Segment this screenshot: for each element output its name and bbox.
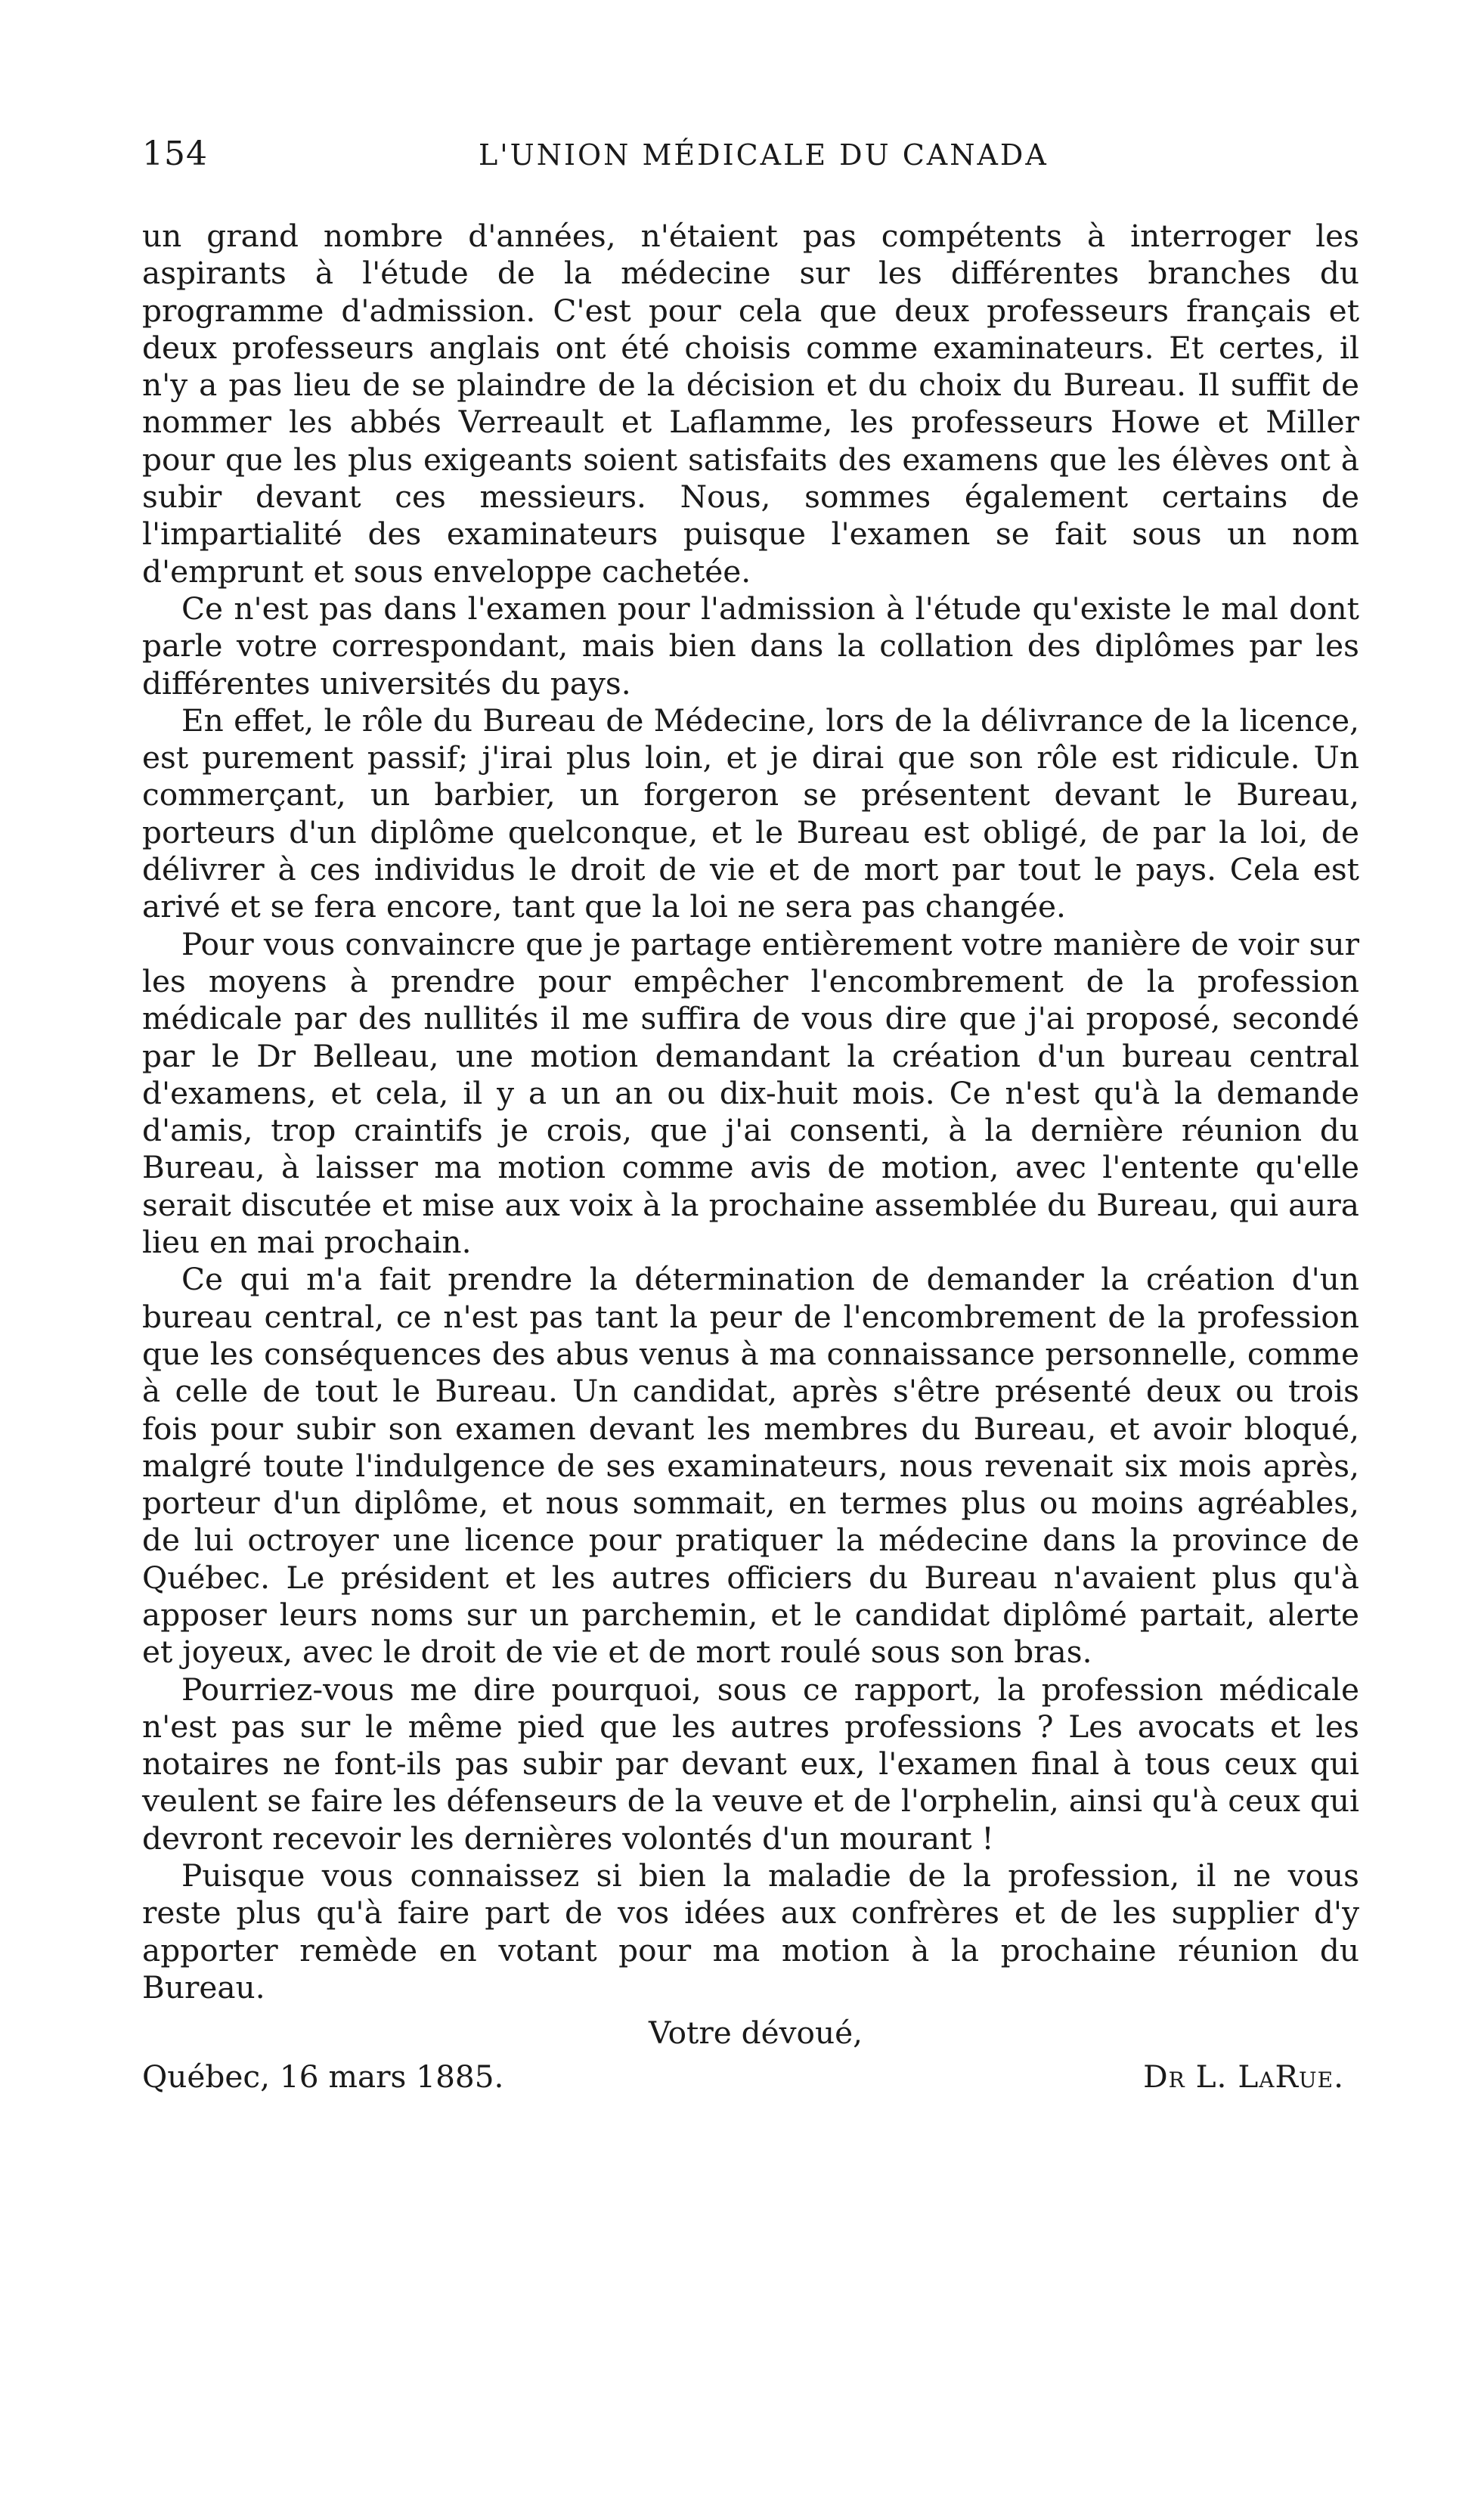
letter-body [142, 218, 1359, 2006]
paragraph-2: Ce n'est pas dans l'examen pour l'admission à l'étude qu'existe le mal dont parle votre correspondant, mais bien dans la collation des diplômes par les différentes universités du pays. [142, 590, 1359, 702]
paragraph-6: Pourriez-vous me dire pourquoi, sous ce rapport, la profession médicale n'est pas sur le même pied que les autres professions ? Les avocats et les notaires ne font-ils pas subir par devant eux, l'examen final à tous ceux qui veulent se faire les défenseurs de la veuve et de l'orphelin, ainsi qu'à ceux qui devront recevoir les dernières volontés d'un mourant ! [142, 1671, 1359, 1857]
page-header [142, 135, 1359, 195]
paragraph-1: un grand nombre d'années, n'étaient pas compétents à interroger les aspirants à l'étude de la médecine sur les différentes branches du programme d'admission. C'est pour cela que deux professeurs français et deux professeurs anglais ont été choisis comme examinateurs. Et certes, il n'y a pas lieu de se plaindre de la décision et du choix du Bureau. Il suffit de nommer les abbés Verreault et Laflamme, les professeurs Howe et Miller pour que les plus exigeants soient satisfaits des examens que les élèves ont à subir devant ces messieurs. Nous, sommes également certains de l'impartialité des examinateurs puisque l'examen se fait sous un nom d'emprunt et sous enveloppe cachetée. [142, 218, 1359, 590]
document-page [142, 135, 1359, 2433]
paragraph-3: En effet, le rôle du Bureau de Médecine, lors de la délivrance de la licence, est purement passif; j'irai plus loin, et je dirai que son rôle est ridicule. Un commerçant, un barbier, un forgeron se présentent devant le Bureau, porteurs d'un diplôme quelconque, et le Bureau est obligé, de par la loi, de délivrer à ces individus le droit de vie et de mort par tout le pays. Cela est arivé et se fera encore, tant que la loi ne sera pas changée. [142, 702, 1359, 925]
signature-line [142, 2055, 1359, 2099]
running-title: L'UNION MÉDICALE DU CANADA [479, 138, 1049, 172]
paragraph-7: Puisque vous connaissez si bien la maladie de la profession, il ne vous reste plus qu'à faire part de vos idées aux confrères et de les supplier d'y apporter remède en votant pour ma motion à la prochaine réunion du Bureau. [142, 1857, 1359, 2006]
closing-line: Votre dévoué, [649, 2015, 863, 2052]
paragraph-5: Ce qui m'a fait prendre la détermination de demander la création d'un bureau central, ce n'est pas tant la peur de l'encombrement de la profession que les conséquences des abus venus à ma connaissance personnelle, comme à celle de tout le Bureau. Un candidat, après s'être présenté deux ou trois fois pour subir son examen devant les membres du Bureau, et avoir bloqué, malgré toute l'indulgence de ses examinateurs, nous revenait six mois après, porteur d'un diplôme, et nous sommait, en termes plus ou moins agréables, de lui octroyer une licence pour pratiquer la médecine dans la province de Québec. Le président et les autres officiers du Bureau n'avaient plus qu'à apposer leurs noms sur un parchemin, et le candidat diplômé partait, alerte et joyeux, avec le droit de vie et de mort roulé sous son bras. [142, 1261, 1359, 1671]
signature-block [142, 2011, 1359, 2099]
paragraph-4: Pour vous convaincre que je partage entièrement votre manière de voir sur les moyens à prendre pour empêcher l'encombrement de la profession médicale par des nullités il me suffira de vous dire que j'ai proposé, secondé par le Dr Belleau, une motion demandant la création d'un bureau central d'examens, et cela, il y a un an ou dix-huit mois. Ce n'est qu'à la demande d'amis, trop craintifs je crois, que j'ai consenti, à la dernière réunion du Bureau, à laisser ma motion comme avis de motion, avec l'entente qu'elle serait discutée et mise aux voix à la prochaine assemblée du Bureau, qui aura lieu en mai prochain. [142, 925, 1359, 1261]
place-date: Québec, 16 mars 1885. [142, 2058, 504, 2095]
page-number: 154 [142, 135, 208, 173]
author-name: Dr L. LaRue. [1143, 2058, 1344, 2095]
